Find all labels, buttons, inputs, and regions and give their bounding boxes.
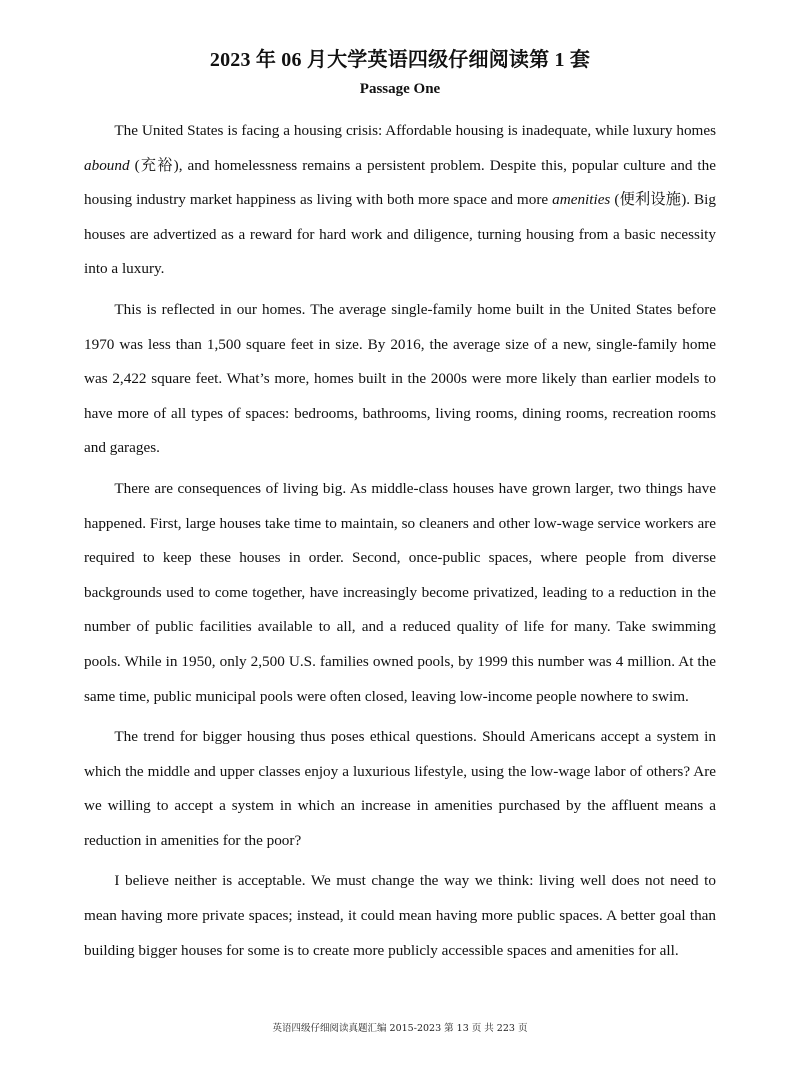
passage-body xyxy=(84,114,716,968)
paragraph-1-part-1: The United States is facing a housing crisis: Affordable housing is inadequate, while luxury homes xyxy=(114,122,716,139)
vocab-word-amenities: amenities xyxy=(552,191,611,209)
page-footer: 英语四级仔细阅读真题汇编 2015-2023 第 13 页 共 223 页 xyxy=(272,1023,528,1034)
paragraph-1-part-3: (便利设施). Big houses are advertized as a reward for hard work and diligence, turning housing from a basic necessity into a luxury. xyxy=(84,191,716,278)
paragraph-4: The trend for bigger housing thus poses ethical questions. Should Americans accept a system in which the middle and upper classes enjoy a luxurious lifestyle, using the low-wage labor of others? Are we willing to accept a system in which an increase in amenities purchased by the affluent means a reduction in amenities for the poor? xyxy=(84,728,716,849)
paragraph-2: This is reflected in our homes. The average single-family home built in the United States before 1970 was less than 1,500 square feet in size. By 2016, the average size of a new, single-family home was 2,422 square feet. What’s more, homes built in the 2000s were more likely than earlier models to have more of all types of spaces: bedrooms, bathrooms, living rooms, dining rooms, recreation rooms and garages. xyxy=(84,300,716,457)
paragraph-3: There are consequences of living big. As middle-class houses have grown larger, two things have happened. First, large houses take time to maintain, so cleaners and other low-wage service workers are required to keep these houses in order. Second, once-public spaces, where people from diverse backgrounds used to come together, have increasingly become privatized, leading to a reduction in the number of public facilities available to all, and a reduced quality of life for many. Take swimming pools. While in 1950, only 2,500 U.S. families owned pools, by 1999 this number was 4 million. At the same time, public municipal pools were often closed, leaving low-income people nowhere to swim. xyxy=(84,479,716,705)
vocab-word-abound: abound xyxy=(84,156,130,174)
paragraph-1-part-2: (充裕), and homelessness remains a persistent problem. Despite this, popular culture and the housing industry market happiness as living with both more space and more xyxy=(84,156,716,209)
page-title: 2023 年 06 月大学英语四级仔细阅读第 1 套 xyxy=(209,49,591,71)
paragraph-5: I believe neither is acceptable. We must change the way we think: living well does not need to mean having more private spaces; instead, it could mean having more public spaces. A better goal than building bigger houses for some is to create more publicly accessible spaces and amenities for all. xyxy=(84,872,716,959)
passage-subtitle: Passage One xyxy=(359,81,441,97)
paragraph-1 xyxy=(84,114,716,287)
